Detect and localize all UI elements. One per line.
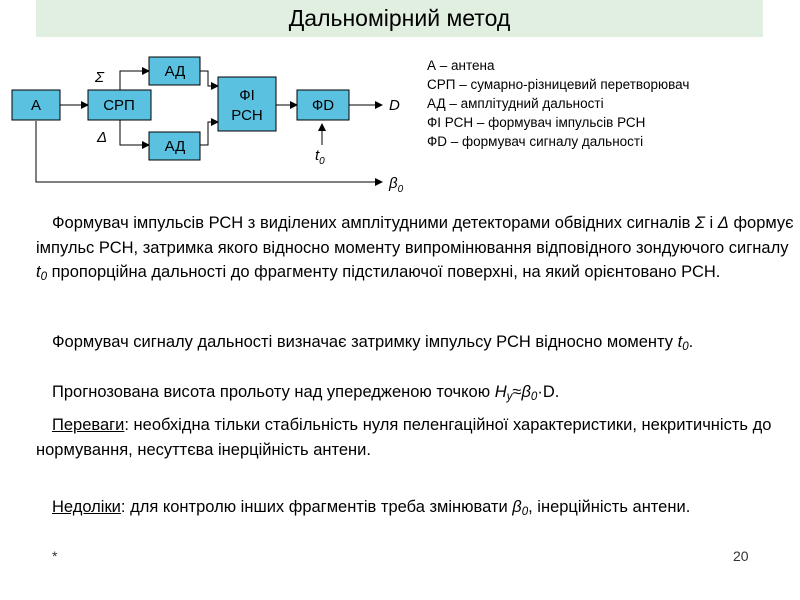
label-sigma: Σ xyxy=(95,69,104,86)
label-ad-bottom: АД xyxy=(164,138,186,155)
paragraph-3: Прогнозована висота прольоту над упередженою точкою $H_y\approx\beta_0\cdot D$. xyxy=(52,383,560,403)
link-ad-top-fi xyxy=(200,71,218,86)
label-a: А xyxy=(30,97,42,114)
paragraph-5: Недоліки: для контролю інших фрагментів треба змінювати $\beta_0$, інерційність антени. xyxy=(52,498,691,518)
legend xyxy=(427,56,689,151)
paragraph-4: Переваги: необхідна тільки стабільність нуля пеленгаційної характеристики, некритичність до нормування, несуттєва інерційність антени. xyxy=(36,416,772,459)
link-ad-bottom-fi xyxy=(200,122,218,145)
label-fd: ФD xyxy=(311,97,335,114)
advantages-label: Переваги xyxy=(52,416,125,434)
legend-item: СРП – сумарно-різницевий перетворювач xyxy=(427,77,690,92)
block-diagram xyxy=(0,40,420,200)
link-beta xyxy=(36,121,382,182)
page-number: 20 xyxy=(733,548,749,564)
label-d-out: D xyxy=(389,97,400,114)
legend-item: А – антена xyxy=(427,58,495,73)
label-delta: Δ xyxy=(97,129,108,146)
label-t0: $t_0$ xyxy=(315,147,325,167)
label-fi: ФІ xyxy=(239,87,255,104)
label-rsn: РСН xyxy=(231,107,263,124)
label-srp: СРП xyxy=(103,97,135,114)
legend-item: ФD – формувач сигналу дальності xyxy=(427,134,644,149)
page-title: Дальномірний метод xyxy=(288,5,511,31)
title-bar xyxy=(36,0,763,37)
disadvantages-label: Недоліки xyxy=(52,498,121,516)
link-srp-ad-top xyxy=(120,71,149,90)
legend-item: АД – амплітудний дальності xyxy=(427,96,604,111)
legend-item: ФІ РСН – формувач імпульсів РСН xyxy=(427,115,646,130)
label-beta0: $\beta_0$ xyxy=(389,175,404,195)
paragraph-1: Формувач імпульсів РСН з виділених амплітудними детекторами обвідних сигналів Σ і Δ формує імпульс РСН, затримка якого відносно моменту випромінювання відповідного зондуючого сигналу $t_0$ пропорційна дальності до фрагменту підстилаючої поверхні, на який орієнтовано РСН. xyxy=(36,214,794,283)
paragraph-2: Формувач сигналу дальності визначає затримку імпульсу РСН відносно моменту $t_0$. xyxy=(52,333,694,353)
link-srp-ad-bottom xyxy=(120,120,149,145)
label-ad-top: АД xyxy=(164,63,186,80)
footer-star: * xyxy=(52,548,58,564)
